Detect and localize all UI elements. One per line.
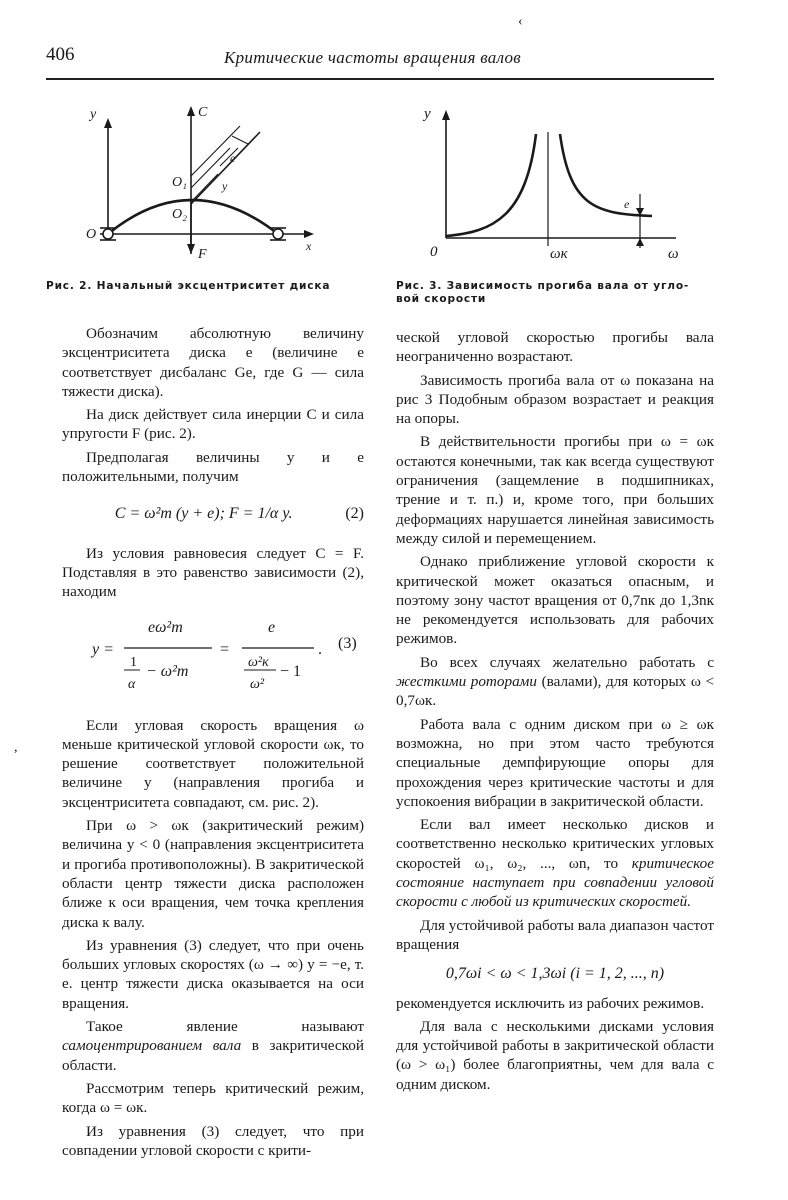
fig2-label-o1: O₁ xyxy=(172,175,187,190)
right-paragraph-5-term: жесткими роторами xyxy=(396,673,537,691)
right-paragraph-3: В действительности прогибы при ω = ωк остаются конечными, так как всегда существуют ограничения (защемление в подшипниках, трение и т. п.) и, кроме того, при больших деформациях нарушается линейная зависимость между силой и перемещением. xyxy=(396,433,714,547)
left-paragraph-8-a: Такое явление называют xyxy=(86,1018,364,1036)
eq3-den2-a: ω²к xyxy=(248,654,269,670)
left-paragraph-1: Обозначим абсолютную величину эксцентриситета диска e (величине e соответствует дисбаланс Ge, где G — сила тяжести диска). xyxy=(62,325,364,400)
equation-2-number: (2) xyxy=(345,505,364,523)
figure-3-caption-line-1: Рис. 3. Зависимость прогиба вала от угло- xyxy=(396,280,690,292)
left-paragraph-8-b: в закритической области. xyxy=(62,1037,364,1074)
figure-3 xyxy=(414,96,684,266)
right-paragraph-5 xyxy=(396,653,714,711)
left-column xyxy=(62,324,364,1164)
stray-mark: ‹ xyxy=(518,14,523,29)
fig3-label-e: e xyxy=(624,197,630,211)
right-paragraph-10: Для вала с несколькими дисками условия для устойчивой работы в закритической области (ω > ω₁) более благоприятны, чем для вала с одним диском. xyxy=(396,1017,714,1093)
eq3-den1-a: 1 xyxy=(130,654,137,670)
figure-2-diagram xyxy=(80,96,330,266)
equation-2 xyxy=(62,504,364,523)
left-paragraph-10: Из уравнения (3) следует, что при совпадении угловой скорости с крити- xyxy=(62,1122,364,1159)
right-paragraph-6: Работа вала с одним диском при ω ≥ ωк возможна, но при этом часто требуются специальные демпфирующие опоры для прохождения через критические частоты и для успокоения вибрации в закритической области. xyxy=(396,715,714,810)
figure-3-caption xyxy=(396,280,716,306)
figure-2-caption: Рис. 2. Начальный эксцентриситет диска xyxy=(46,280,331,292)
fig2-label-x: x xyxy=(306,239,312,253)
right-paragraph-4: Однако приближение угловой скорости к критической может оказаться опасным, и поэтому зону частот вращения от 0,7nк до 1,3nк не рекомендуется использовать для рабочих режимов. xyxy=(396,553,714,648)
equation-2-body: C = ω²m (y + e); F = 1/α y. xyxy=(114,505,293,523)
fig2-label-c: C xyxy=(198,105,208,120)
fig2-label-o: O xyxy=(86,227,97,242)
eq3-den1-c: − ω²m xyxy=(146,662,189,680)
right-paragraph-2: Зависимость прогиба вала от ω показана на рис 3 Подобным образом возрастает и реакция на опоры. xyxy=(396,371,714,428)
left-paragraph-6: При ω > ωк (закритический режим) величина y < 0 (направления эксцентриситета и прогиба противоположны). В закритической области центр тяжести диска расположен ближе к оси вращения, чем точка крепления диска к валу. xyxy=(62,817,364,931)
right-paragraph-7-term: критическое состояние наступает при совпадении угловой скорости с любой из критических скоростей. xyxy=(396,854,714,911)
margin-mark: , xyxy=(14,740,18,755)
eq3-dot: . xyxy=(318,640,322,658)
figure-3-diagram xyxy=(414,96,684,266)
running-title: Критические частоты вращения валов xyxy=(224,48,521,67)
left-paragraph-2: На диск действует сила инерции C и сила упругости F (рис. 2). xyxy=(62,406,364,443)
page-number: 406 xyxy=(46,44,75,65)
right-paragraph-8: Для устойчивой работы вала диапазон частот вращения xyxy=(396,916,714,953)
right-paragraph-7 xyxy=(396,815,714,911)
eq3-num2: e xyxy=(268,618,276,636)
left-paragraph-8-term: самоцентрированием вала xyxy=(62,1037,242,1055)
left-paragraph-3: Предполагая величины y и e положительными, получим xyxy=(62,448,364,486)
left-paragraph-4: Из условия равновесия следует C = F. Подставляя в это равенство зависимости (2), находим xyxy=(62,544,364,601)
header-rule xyxy=(46,78,714,80)
fig3-curve-left xyxy=(446,134,536,236)
figure-2 xyxy=(80,96,330,266)
right-paragraph-1: ческой угловой скоростью прогибы вала неограниченно возрастают. xyxy=(396,329,714,366)
eq3-num1: eω²m xyxy=(148,618,183,636)
right-column xyxy=(396,328,714,1098)
eq3-number: (3) xyxy=(338,634,357,652)
fig2-label-o2: O₂ xyxy=(172,207,187,222)
range-equation: 0,7ωi < ω < 1,3ωi (i = 1, 2, ..., n) xyxy=(445,965,665,983)
figure-3-caption-line-2: вой скорости xyxy=(396,293,487,305)
fig2-label-f: F xyxy=(198,247,207,262)
equation-3 xyxy=(62,612,364,696)
fig3-curve-right xyxy=(560,134,652,216)
fig3-label-origin: 0 xyxy=(430,244,438,260)
eq3-den2-c: − 1 xyxy=(280,662,302,680)
eq3-den1-b: α xyxy=(128,676,136,692)
fig2-label-e: e xyxy=(230,151,236,165)
fig3-label-omega: ω xyxy=(668,246,679,262)
right-paragraph-5-b: (валами), для которых ω < 0,7ωк. xyxy=(396,673,715,710)
right-paragraph-5-a: Во всех случаях желательно работать с xyxy=(420,653,714,671)
left-paragraph-8 xyxy=(62,1017,364,1075)
left-paragraph-7: Из уравнения (3) следует, что при очень больших угловых скоростях (ω → ∞) y = −e, т. е. центр тяжести диска оказывается на оси вращения. xyxy=(62,936,364,1012)
fig2-label-y-small: y xyxy=(222,179,228,193)
fig2-shaft-curve xyxy=(108,200,278,234)
eq3-equals: = xyxy=(220,640,230,658)
equation-3-svg xyxy=(62,612,364,696)
fig3-label-y: y xyxy=(424,106,431,122)
eq3-den2-b: ω² xyxy=(250,676,265,692)
right-paragraph-7-a: Если вал имеет несколько дисков и соответственно несколько критических угловых скоростей ω₁, ω₂, ..., ωn, то xyxy=(396,816,714,872)
left-paragraph-9: Рассмотрим теперь критический режим, когда ω = ωк. xyxy=(62,1079,364,1117)
right-paragraph-9: рекомендуется исключить из рабочих режимов. xyxy=(396,994,705,1012)
fig2-disc-line xyxy=(191,132,260,204)
fig3-label-omega-k: ωк xyxy=(550,246,568,262)
fig2-label-y: y xyxy=(90,107,97,122)
eq3-lhs: y = xyxy=(92,640,114,658)
left-paragraph-5: Если угловая скорость вращения ω меньше критической угловой скорости ωк, то решение соответствует положительной величине y (направления прогиба и эксцентриситета совпадают, см. рис. 2). xyxy=(62,716,364,811)
